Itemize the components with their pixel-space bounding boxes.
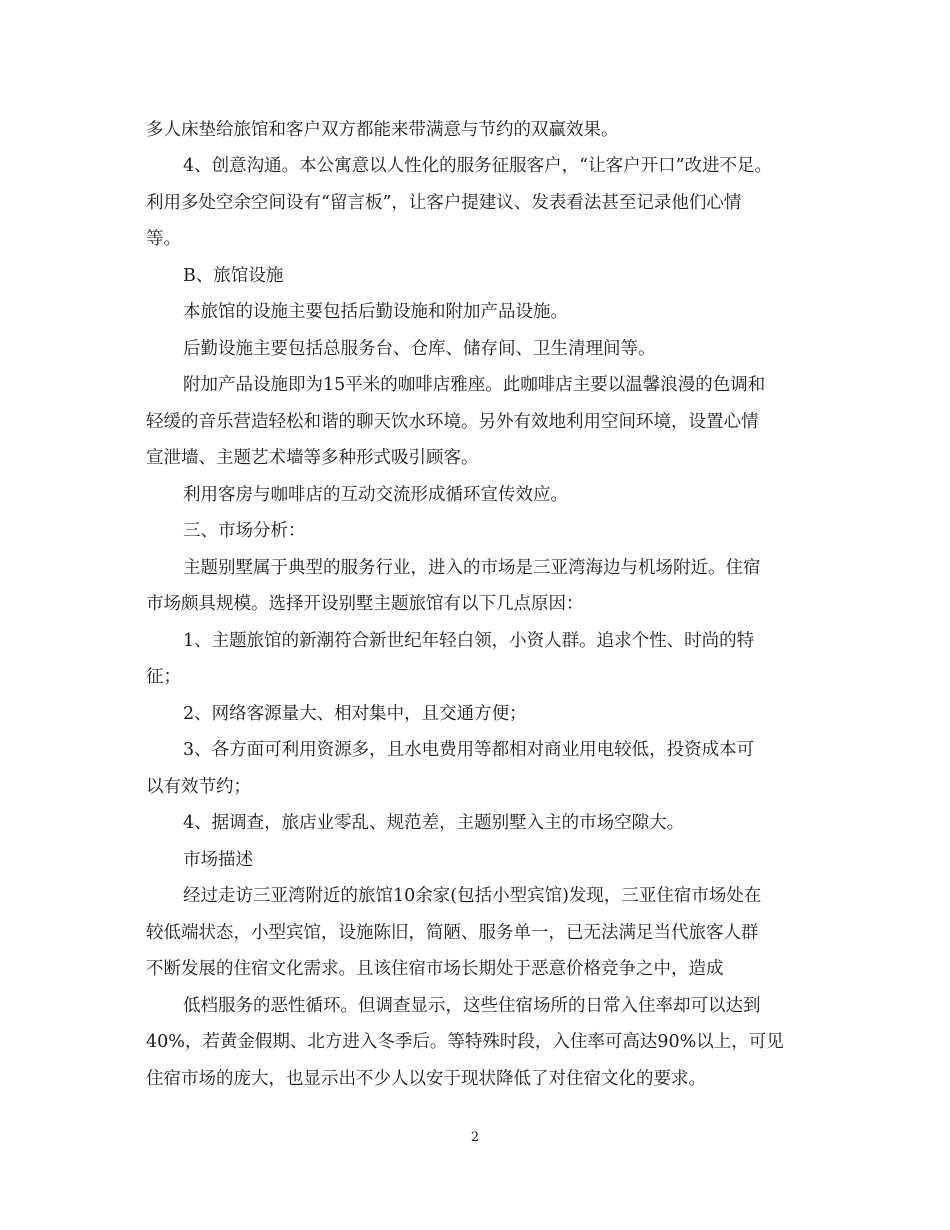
text-line: 4、据调查，旅店业零乱、规范差，主题别墅入主的市场空隙大。 [183,813,685,833]
section-heading: 三、市场分析： [183,521,306,541]
text-line: 不断发展的住宿文化需求。且该住宿市场长期处于恶意价格竞争之中，造成 [146,959,724,979]
text-line: 经过走访三亚湾附近的旅馆10余家(包括小型宾馆)发现，三亚住宿市场处在 [183,886,762,906]
text-line: 40%，若黄金假期、北方进入冬季后。等特殊时段，入住率可高达90%以上，可见 [146,1032,784,1052]
text-line: 轻缓的音乐营造轻松和谐的聊天饮水环境。另外有效地利用空间环境，设置心情 [146,412,759,432]
text-line: 低档服务的恶性循环。但调查显示，这些住宿场所的日常入住率却可以达到 [183,996,761,1016]
page-number: 2 [470,1130,480,1145]
text-line: 主题别墅属于典型的服务行业，进入的市场是三亚湾海边与机场附近。住宿 [183,558,761,578]
section-heading: 市场描述 [183,850,253,870]
text-line: 2、网络客源量大、相对集中，且交通方便； [183,704,527,724]
text-line: 宣泄墙、主题艺术墙等多种形式吸引顾客。 [146,448,479,468]
text-line: 4、创意沟通。本公寓意以人性化的服务征服客户，“让客户开口”改进不足。 [183,156,773,176]
text-line: 1、主题旅馆的新潮符合新世纪年轻白领，小资人群。追求个性、时尚的特 [183,631,755,651]
text-line: 利用多处空余空间设有“留言板”，让客户提建议、发表看法甚至记录他们心情 [146,193,742,213]
text-line: 以有效节约； [146,777,251,797]
text-line: 利用客房与咖啡店的互动交流形成循环宣传效应。 [183,485,568,505]
text-line: 3、各方面可利用资源多，且水电费用等都相对商业用电较低，投资成本可 [183,740,755,760]
text-line: 等。 [146,229,181,249]
text-line: 附加产品设施即为15平米的咖啡店雅座。此咖啡店主要以温馨浪漫的色调和 [183,375,766,395]
section-heading: B、旅馆设施 [183,266,284,286]
text-line: 征； [146,667,181,687]
text-line: 较低端状态，小型宾馆，设施陈旧，简陋、服务单一，已无法满足当代旅客人群 [146,923,759,943]
text-line: 市场颇具规模。选择开设别墅主题旅馆有以下几点原因： [146,594,584,614]
text-line: 多人床垫给旅馆和客户双方都能来带满意与节约的双赢效果。 [146,120,619,140]
text-line: 后勤设施主要包括总服务台、仓库、储存间、卫生清理间等。 [183,339,656,359]
text-line: 本旅馆的设施主要包括后勤设施和附加产品设施。 [183,302,568,322]
text-line: 住宿市场的庞大，也显示出不少人以安于现状降低了对住宿文化的要求。 [146,1069,706,1089]
